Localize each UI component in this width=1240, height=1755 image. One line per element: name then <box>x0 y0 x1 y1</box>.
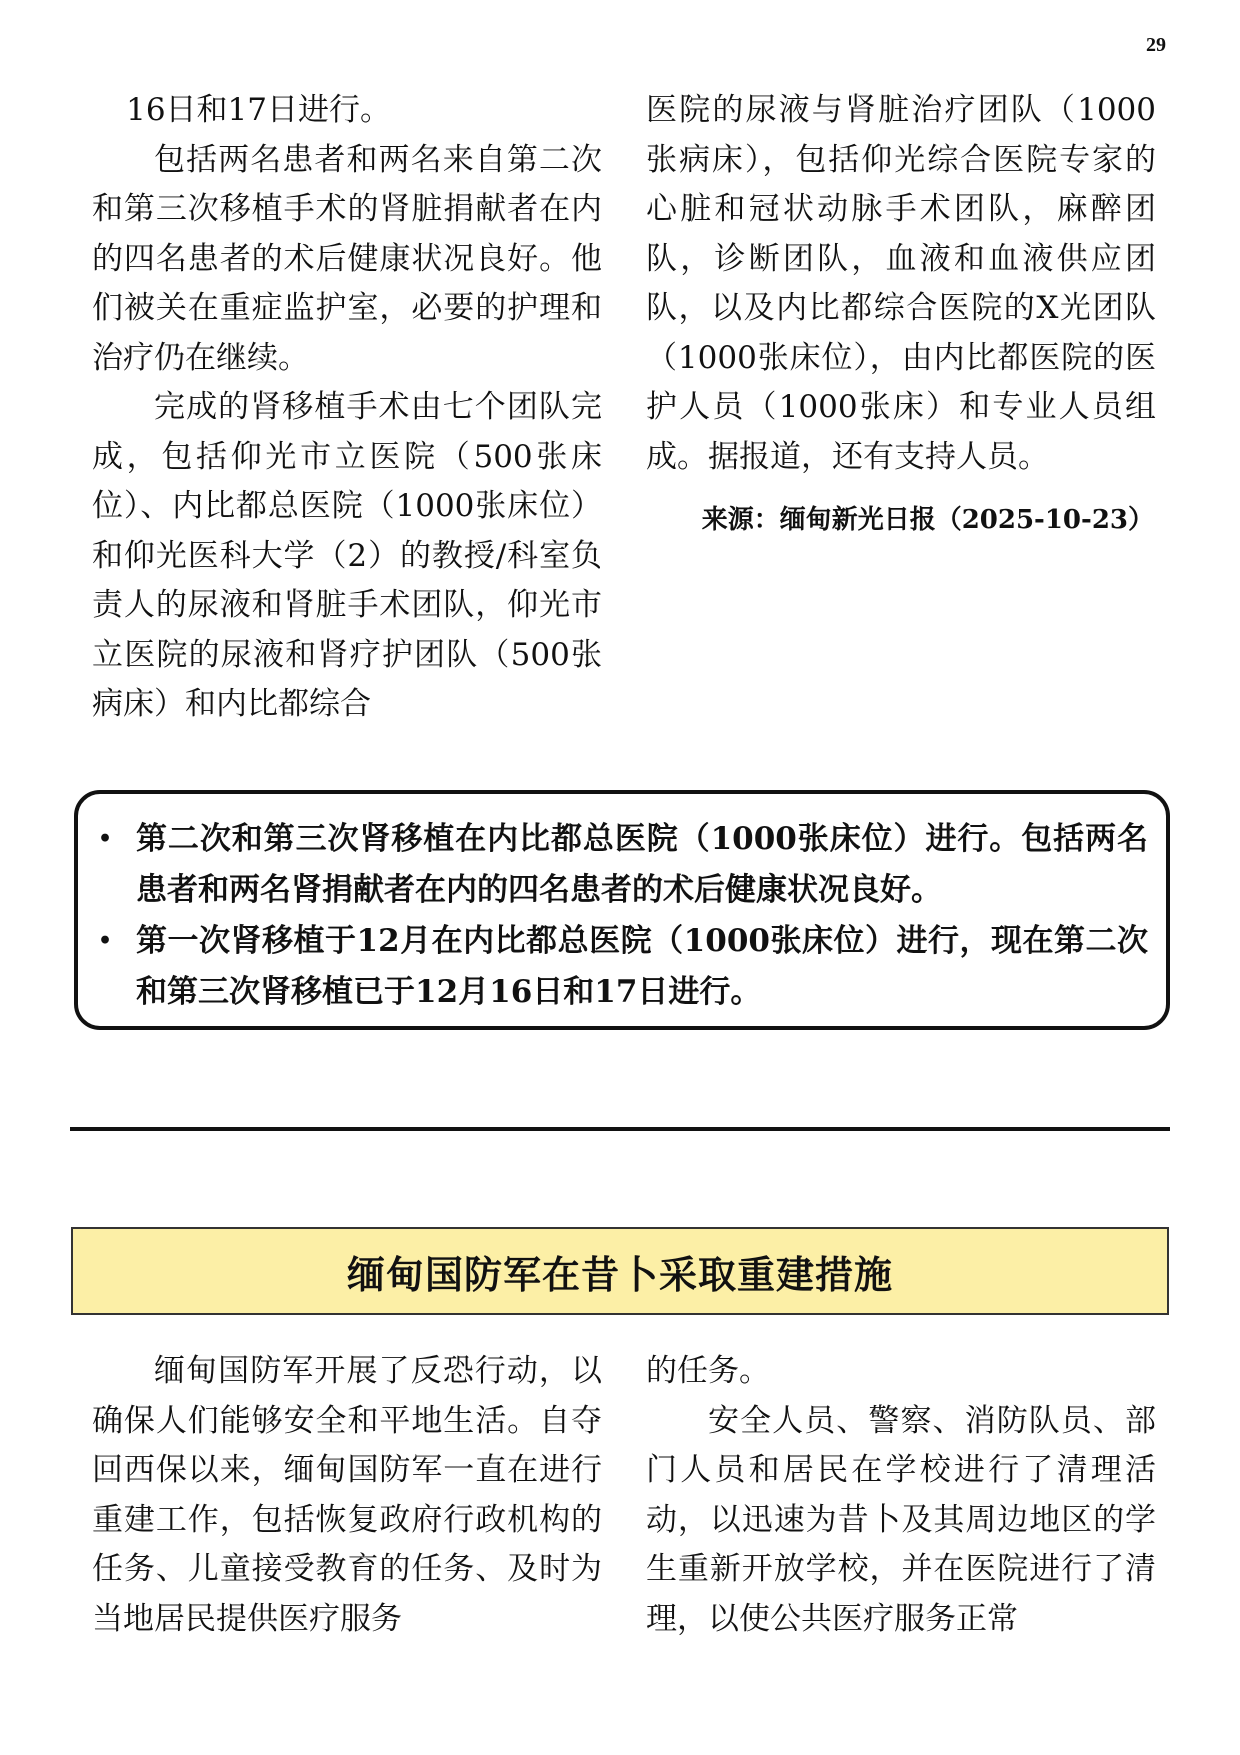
article1-paragraph: 医院的尿液与肾脏治疗团队（1000张病床），包括仰光综合医院专家的心脏和冠状动脉手术团队，麻醉团队，诊断团队，血液和血液供应团队，以及内比都综合医院的X光团队（1000张床位），由内比都医院的医护人员（1000张床）和专业人员组成。据报道，还有支持人员。 <box>646 92 1156 475</box>
article1-right-column <box>646 86 1156 540</box>
article1-paragraph: 包括两名患者和两名来自第二次和第三次移植手术的肾脏捐献者在内的四名患者的术后健康状况良好。他们被关在重症监护室，必要的护理和治疗仍在继续。 <box>92 141 602 376</box>
article2-left-column <box>92 1347 602 1644</box>
bullet-icon: • <box>98 826 113 852</box>
article1-source: 来源：缅甸新光日报（2025-10-23） <box>701 505 1154 535</box>
article2-paragraph: 安全人员、警察、消防队员、部门人员和居民在学校进行了清理活动，以迅速为昔卜及其周边地区的学生重新开放学校，并在医院进行了清理，以使公共医疗服务正常 <box>646 1402 1156 1637</box>
article1-paragraph: 完成的肾移植手术由七个团队完成，包括仰光市立医院（500张床位）、内比都总医院（1000张床位）和仰光医科大学（2）的教授/科室负责人的尿液和肾脏手术团队，仰光市立医院的尿液和肾疗护团队（500张病床）和内比都综合 <box>92 389 602 722</box>
summary-item-text: 第一次肾移植于12月在内比都总医院（1000张床位）进行，现在第二次和第三次肾移植已于12月16日和17日进行。 <box>136 923 1148 1010</box>
summary-item <box>96 814 1148 916</box>
article1-paragraph: 16日和17日进行。 <box>126 92 391 128</box>
page-number: 29 <box>1146 34 1166 56</box>
article2-paragraph: 缅甸国防军开展了反恐行动，以确保人们能够安全和平地生活。自夺回西保以来，缅甸国防军一直在进行重建工作，包括恢复政府行政机构的任务、儿童接受教育的任务、及时为当地居民提供医疗服务 <box>92 1353 602 1637</box>
summary-item-text: 第二次和第三次肾移植在内比都总医院（1000张床位）进行。包括两名患者和两名肾捐献者在内的四名患者的术后健康状况良好。 <box>136 821 1148 908</box>
article2-paragraph: 的任务。 <box>646 1353 770 1389</box>
bullet-icon: • <box>98 928 113 954</box>
section-divider <box>70 1127 1170 1131</box>
article2-headline: 缅甸国防军在昔卜采取重建措施 <box>346 1251 893 1297</box>
article1-left-column <box>92 86 602 730</box>
summary-item <box>96 916 1148 1018</box>
summary-box <box>74 790 1170 1030</box>
summary-list <box>96 814 1148 1018</box>
article2-headline-box <box>71 1227 1169 1315</box>
article2-right-column <box>646 1347 1156 1644</box>
